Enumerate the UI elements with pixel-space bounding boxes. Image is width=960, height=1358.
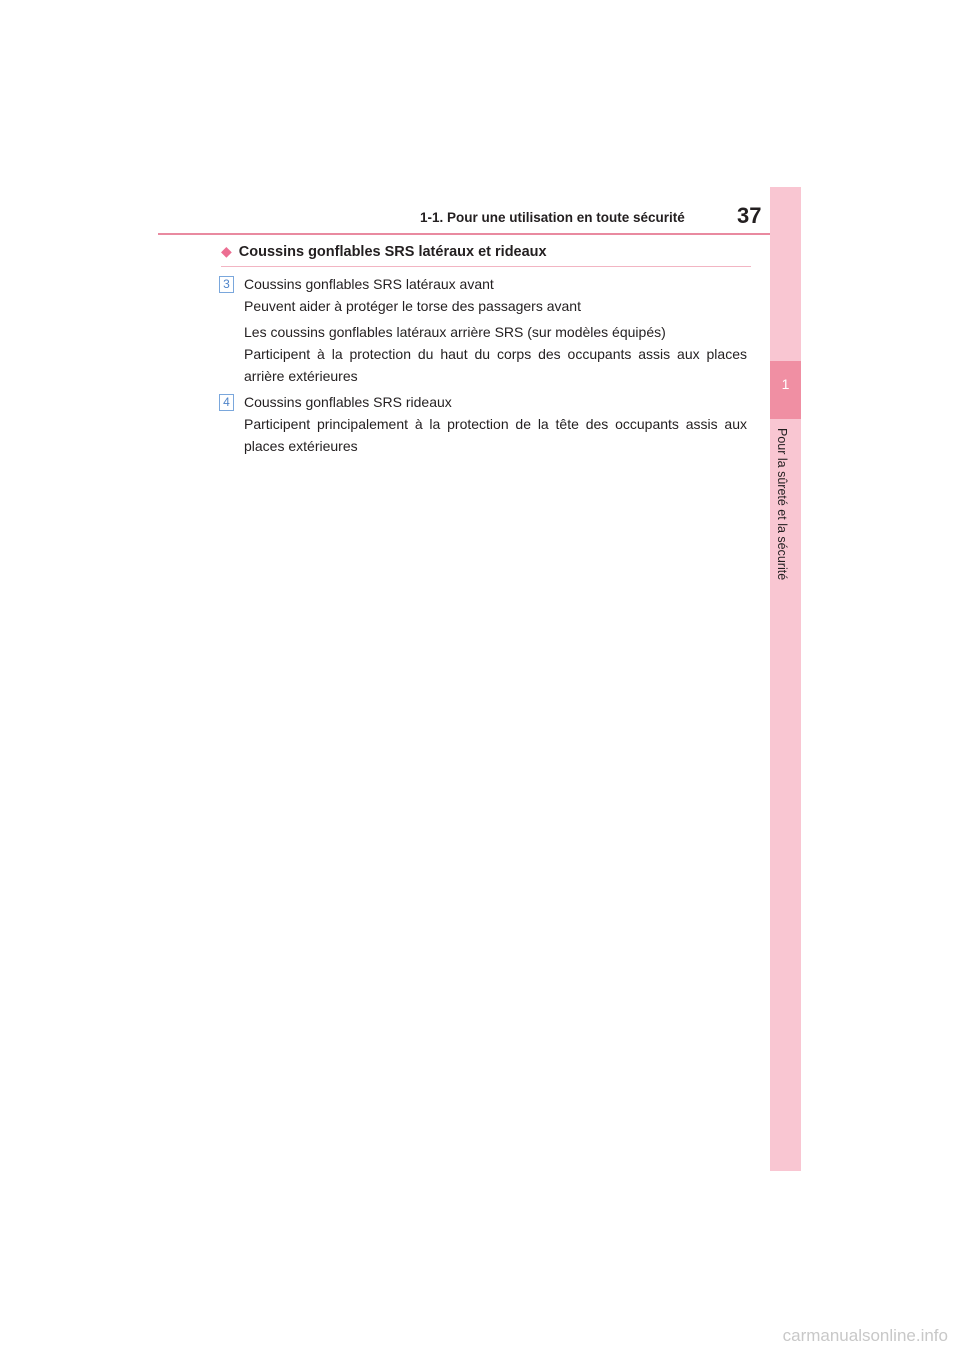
item-number-badge: 3 [219,276,234,293]
diamond-bullet-icon: ◆ [221,243,232,259]
chapter-label: Pour la sûreté et la sécurité [775,428,789,581]
section-heading [221,243,547,260]
item-extra-description: Participent à la protection du haut du corps des occupants assis aux places arrière extérieures [244,346,747,384]
chapter-number: 1 [781,376,790,392]
item-title: Coussins gonflables SRS latéraux avant [244,276,494,292]
section-divider [221,266,751,267]
section-heading-text: Coussins gonflables SRS latéraux et rideaux [238,244,547,260]
item-curtain-airbags [244,391,747,457]
item-title: Coussins gonflables SRS rideaux [244,394,452,410]
item-description: Participent principalement à la protection de la tête des occupants assis aux places extérieures [244,416,747,454]
item-description: Peuvent aider à protéger le torse des passagers avant [244,298,581,314]
chapter-side-tab [770,187,801,1171]
page-number: 37 [737,203,762,228]
item-front-side-airbags [244,273,747,387]
header-section-title: 1-1. Pour une utilisation en toute sécurité [420,210,685,225]
site-watermark: carmanualsonline.info [782,1326,948,1345]
item-extra-title: Les coussins gonflables latéraux arrière SRS (sur modèles équipés) [244,324,666,340]
item-number-badge: 4 [219,394,234,411]
header-divider [158,233,801,235]
